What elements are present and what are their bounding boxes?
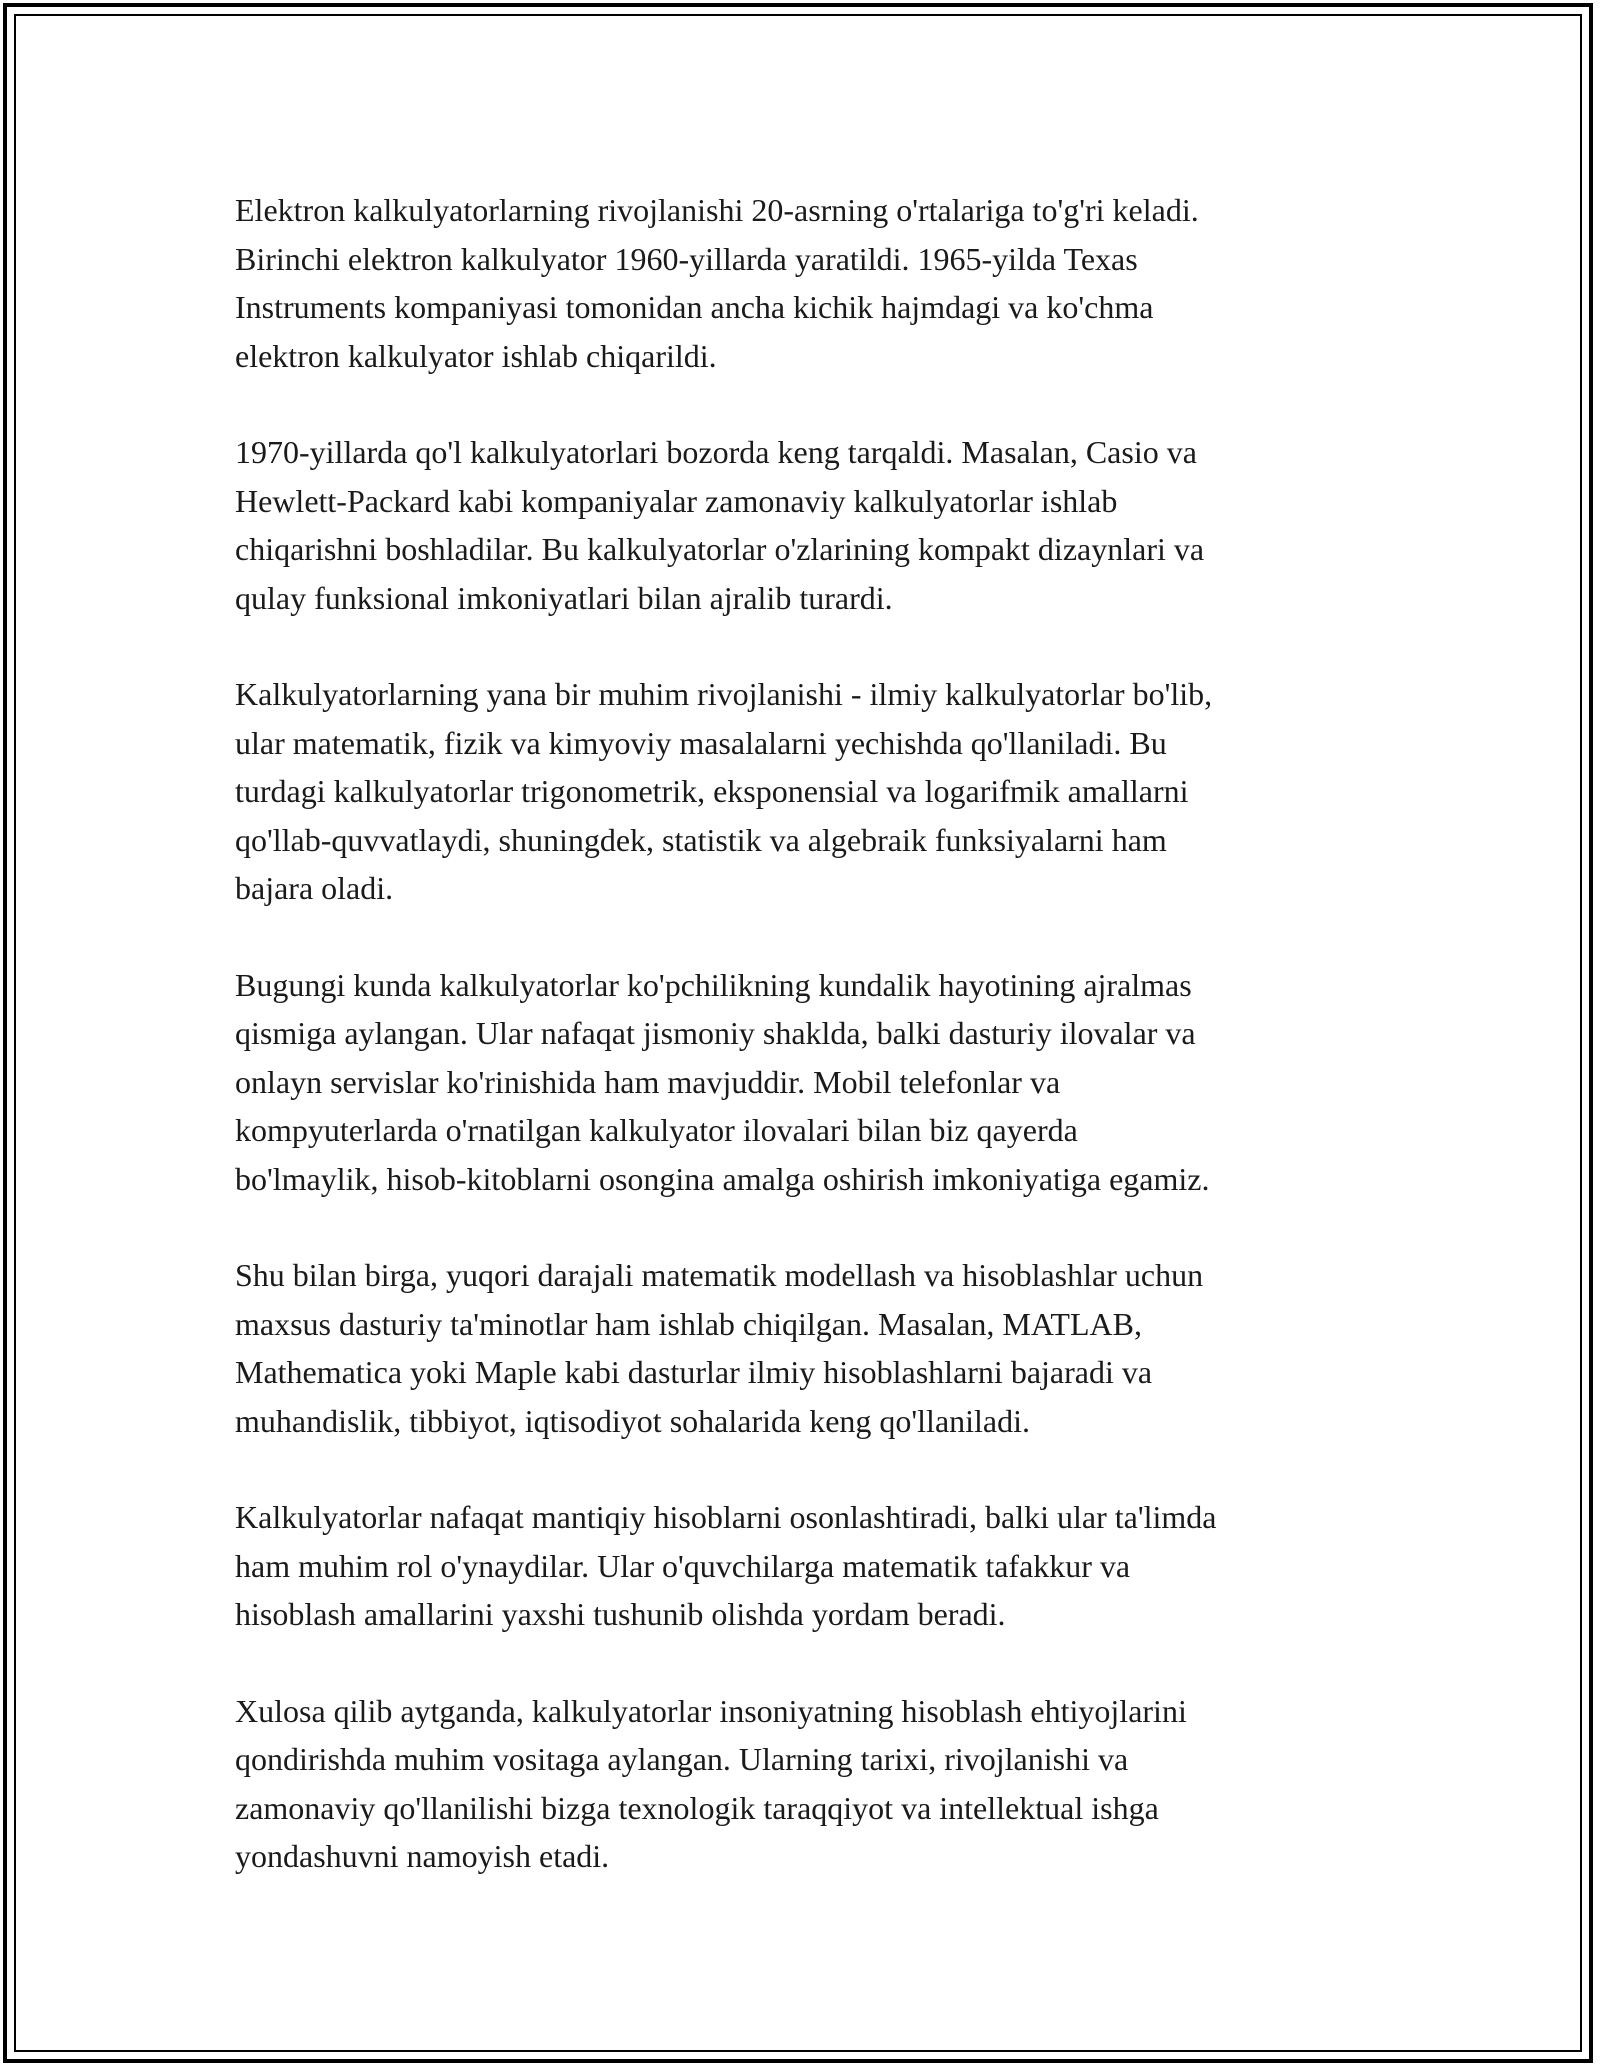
- paragraph-1: Elektron kalkulyatorlarning rivojlanishi 20-asrning o'rtalariga to'g'ri keladi. Birinchi elektron kalkulyator 1960-yillarda yaratildi. 1965-yilda Texas Instruments kompaniyasi tomonidan ancha kichik hajmdagi va ko'chma elektron kalkulyator ishlab chiqarildi.: [235, 192, 1199, 374]
- paragraph-2: 1970-yillarda qo'l kalkulyatorlari bozorda keng tarqaldi. Masalan, Casio va Hewlett-Packard kabi kompaniyalar zamonaviy kalkulyatorlar ishlab chiqarishni boshladilar. Bu kalkulyatorlar o'zlarining kompakt dizaynlari va qulay funksional imkoniyatlari bilan ajralib turardi.: [235, 434, 1205, 616]
- paragraph-5: Shu bilan birga, yuqori darajali matematik modellash va hisoblashlar uchun maxsus dasturiy ta'minotlar ham ishlab chiqilgan. Masalan, MATLAB, Mathematica yoki Maple kabi dasturlar ilmiy hisoblashlarni bajaradi va muhandislik, tibbiyot, iqtisodiyot sohalarida keng qo'llaniladi.: [235, 1257, 1204, 1439]
- paragraph-6: Kalkulyatorlar nafaqat mantiqiy hisoblarni osonlashtiradi, balki ular ta'limda ham muhim rol o'ynaydilar. Ular o'quvchilarga matematik tafakkur va hisoblash amallarini yaxshi tushunib olishda yordam beradi.: [235, 1499, 1217, 1632]
- paragraph-3: Kalkulyatorlarning yana bir muhim rivojlanishi - ilmiy kalkulyatorlar bo'lib, ular matematik, fizik va kimyoviy masalalarni yechishda qo'llaniladi. Bu turdagi kalkulyatorlar trigonometrik, eksponensial va logarifmik amallarni qo'llab-quvvatlaydi, shuningdek, statistik va algebraik funksiyalarni ham bajara oladi.: [235, 676, 1213, 906]
- paragraph-4: Bugungi kunda kalkulyatorlar ko'pchilikning kundalik hayotining ajralmas qismiga aylangan. Ular nafaqat jismoniy shaklda, balki dasturiy ilovalar va onlayn servislar ko'rinishida ham mavjuddir. Mobil telefonlar va kompyuterlarda o'rnatilgan kalkulyator ilovalari bilan biz qayerda bo'lmaylik, hisob-kitoblarni osongina amalga oshirish imkoniyatiga egamiz.: [235, 966, 1210, 1197]
- paragraph-7: Xulosa qilib aytganda, kalkulyatorlar insoniyatning hisoblash ehtiyojlarini qondirishda muhim vositaga aylangan. Ularning tarixi, rivojlanishi va zamonaviy qo'llanilishi bizga texnologik taraqqiyot va intellektual ishga yondashuvni namoyish etadi.: [235, 1692, 1187, 1874]
- document-body: [235, 186, 1375, 1929]
